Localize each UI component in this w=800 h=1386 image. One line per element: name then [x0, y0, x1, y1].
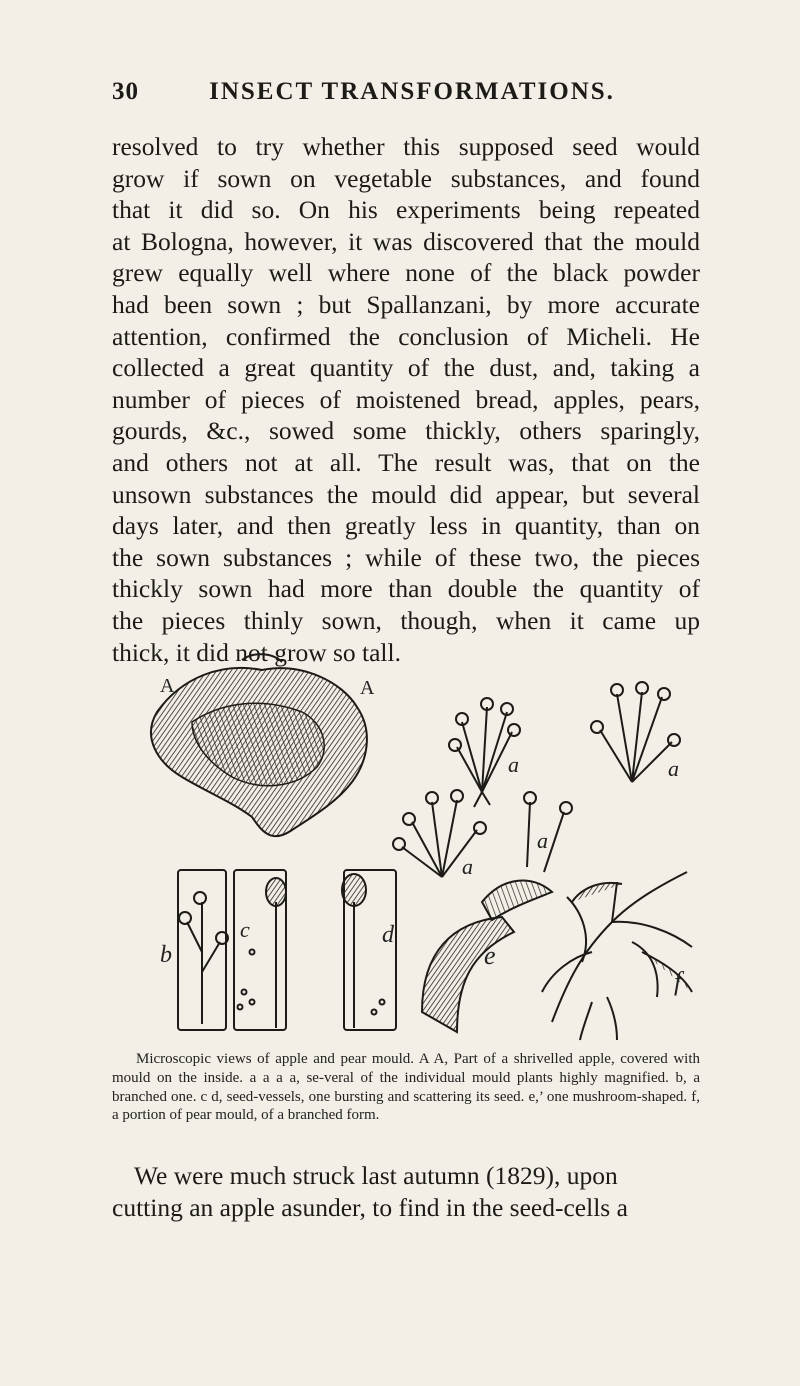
text-line: grow if sown on vegetable substances, and found	[112, 163, 700, 193]
shrivelled-apple	[151, 654, 367, 836]
text-line: that it did so. On his experiments being repeated	[112, 195, 700, 225]
engraving-svg	[112, 652, 712, 1044]
text-line: days later, and then greatly less in quantity, than on	[112, 511, 700, 541]
label-a-2: a	[668, 756, 679, 781]
label-f: f	[674, 967, 682, 996]
label-e: e	[484, 941, 496, 970]
page-header	[112, 78, 712, 112]
text-line: grew equally well where none of the black powder	[112, 258, 700, 288]
label-a-1: a	[508, 752, 519, 777]
text-line: resolved to try whether this supposed seed would	[112, 132, 700, 161]
text-line: thickly sown had more than double the quantity of	[112, 574, 700, 604]
paragraph-2	[112, 1160, 700, 1223]
text-line: gourds, &c., sowed some thickly, others sparingly,	[112, 416, 700, 446]
seed-vessel-c	[234, 870, 286, 1030]
mould-illustration	[112, 652, 712, 1044]
branched-plant-b	[178, 870, 228, 1030]
label-a-left: A	[160, 675, 175, 697]
label-c: c	[240, 917, 250, 942]
caption-text: Microscopic views of apple and pear mould. A A, Part of a shrivelled apple, covered with mould on the inside. a a a a, se-veral of the individual mould plants highly magnified. b, a branched one. c d, seed-vessels, one bursting and scattering its seed. e,’ one mushroom-shaped. f, a portion of pear mould, of a branched form.	[112, 1051, 700, 1124]
text-line: the pieces thinly sown, though, when it came up	[112, 605, 700, 635]
mould-plant-a-2	[591, 682, 680, 782]
text-line: cutting an apple asunder, to find in the seed-cells a	[112, 1192, 628, 1222]
text-line: at Bologna, however, it was discovered that the mould	[112, 226, 700, 256]
text-line: We were much struck last autumn (1829), upon	[134, 1161, 618, 1190]
label-a-3: a	[462, 854, 473, 879]
text-line: number of pieces of moistened bread, apples, pears,	[112, 384, 700, 414]
text-line: the sown substances ; while of these two, the pieces	[112, 542, 700, 572]
text-line: unsown substances the mould did appear, but several	[112, 479, 700, 509]
label-d: d	[382, 922, 394, 948]
text-line: had been sown ; but Spallanzani, by more accurate	[112, 289, 700, 319]
seed-vessel-d	[342, 870, 396, 1030]
text-line: attention, confirmed the conclusion of Micheli. He	[112, 321, 700, 351]
text-line: and others not at all. The result was, that on the	[112, 447, 700, 477]
running-head: INSECT TRANSFORMATIONS.	[209, 78, 615, 105]
text-line: thick, it did not grow so tall.	[112, 637, 401, 667]
mould-plant-a-4	[524, 792, 572, 872]
pear-mould-f	[542, 872, 692, 1040]
figure-caption	[112, 1050, 700, 1125]
label-a-4: a	[537, 828, 548, 853]
page-number: 30	[112, 78, 139, 105]
paragraph-1	[112, 131, 700, 668]
label-a-right: A	[360, 677, 375, 699]
text-line: collected a great quantity of the dust, and, taking a	[112, 353, 700, 383]
label-b: b	[160, 942, 172, 968]
